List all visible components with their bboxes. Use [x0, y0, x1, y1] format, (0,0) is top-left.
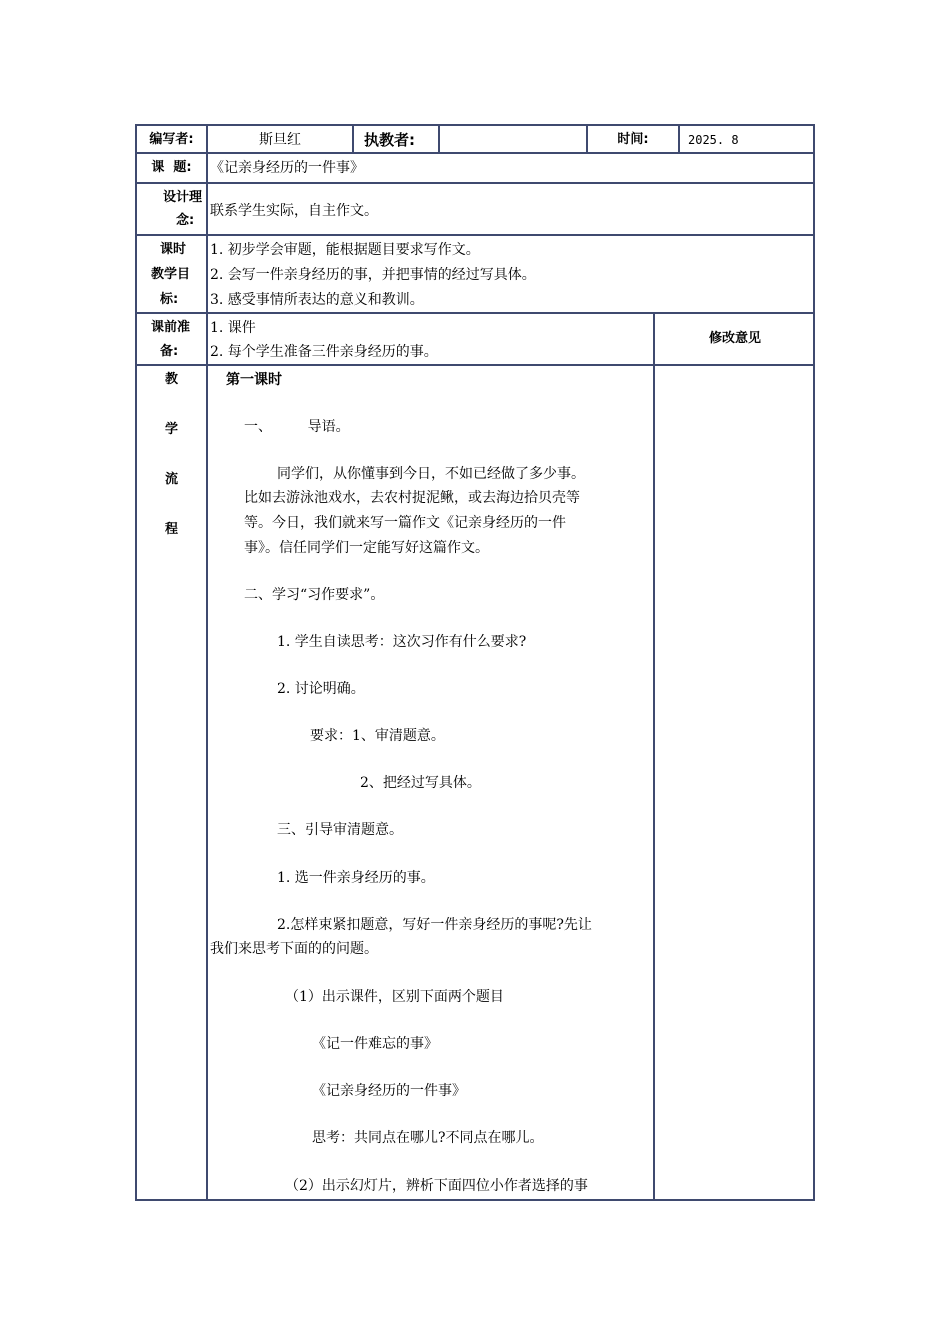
process-line: 1. 学生自读思考：这次习作有什么要求?: [277, 634, 527, 650]
row-divider: [135, 234, 815, 236]
row-divider: [135, 182, 815, 184]
concept-label-line2: 念:: [176, 213, 195, 228]
col-divider: [438, 124, 440, 154]
preparation-label-line2: 备:: [160, 344, 179, 359]
objectives-label-line3: 标:: [160, 292, 179, 307]
time-label: 时间:: [617, 132, 649, 147]
process-line: 一、 导语。: [244, 419, 350, 435]
process-line: 《记亲身经历的一件事》: [312, 1083, 466, 1099]
process-line: 2.怎样束紧扣题意，写好一件亲身经历的事呢?先让: [277, 917, 592, 933]
objective-item: 2. 会写一件亲身经历的事，并把事情的经过写具体。: [210, 267, 536, 283]
concept-value: 联系学生实际，自主作文。: [210, 203, 378, 219]
process-line: （2）出示幻灯片，辨析下面四位小作者选择的事: [285, 1178, 588, 1194]
process-line: 等。今日，我们就来写一篇作文《记亲身经历的一件: [244, 515, 566, 531]
author-label: 编写者:: [149, 132, 194, 147]
author-value: 斯旦红: [259, 132, 301, 148]
process-line: 2、把经过写具体。: [360, 775, 481, 791]
process-line: 比如去游泳池戏水，去农村捉泥鳅，或去海边拾贝壳等: [244, 490, 580, 506]
objectives-label-line1: 课时: [160, 242, 187, 257]
preparation-item: 1. 课件: [210, 320, 256, 336]
col-divider: [352, 124, 354, 154]
process-line: 要求：1、审清题意。: [310, 728, 445, 744]
process-line: 二、学习“习作要求”。: [244, 587, 385, 603]
process-label-char: 教: [165, 372, 179, 387]
concept-label-line1: 设计理: [163, 190, 203, 205]
process-line: （1）出示课件，区别下面两个题目: [285, 989, 504, 1005]
process-line: 三、引导审清题意。: [277, 822, 403, 838]
lesson-title: 第一课时: [226, 372, 282, 388]
time-value: 2025. 8: [688, 133, 739, 147]
preparation-label-line1: 课前准: [151, 320, 191, 335]
process-line: 思考：共同点在哪儿?不同点在哪儿。: [312, 1130, 544, 1146]
process-line: 同学们，从你懂事到今日，不如已经做了多少事。: [277, 466, 585, 482]
process-line: 《记一件难忘的事》: [312, 1036, 438, 1052]
process-line: 1. 选一件亲身经历的事。: [277, 870, 435, 886]
objective-item: 1. 初步学会审题，能根据题目要求写作文。: [210, 242, 480, 258]
col-divider: [206, 124, 208, 1201]
topic-value: 《记亲身经历的一件事》: [210, 160, 364, 176]
col-divider: [653, 312, 655, 1201]
topic-label: 课 题:: [151, 160, 192, 175]
process-line: 2. 讨论明确。: [277, 681, 365, 697]
row-divider: [135, 312, 815, 314]
process-label-char: 流: [165, 472, 179, 487]
process-label-char: 学: [165, 422, 179, 437]
teacher-label: 执教者:: [364, 131, 415, 149]
process-line: 事》。信任同学们一定能写好这篇作文。: [244, 540, 489, 556]
objective-item: 3. 感受事情所表达的意义和教训。: [210, 292, 424, 308]
process-label-char: 程: [165, 522, 179, 537]
process-line: 我们来思考下面的的问题。: [210, 941, 378, 957]
row-divider: [135, 152, 815, 154]
objectives-label-line2: 教学目: [151, 267, 191, 282]
col-divider: [678, 124, 680, 154]
revision-label: 修改意见: [708, 331, 761, 346]
preparation-item: 2. 每个学生准备三件亲身经历的事。: [210, 344, 438, 360]
row-divider: [135, 364, 815, 366]
